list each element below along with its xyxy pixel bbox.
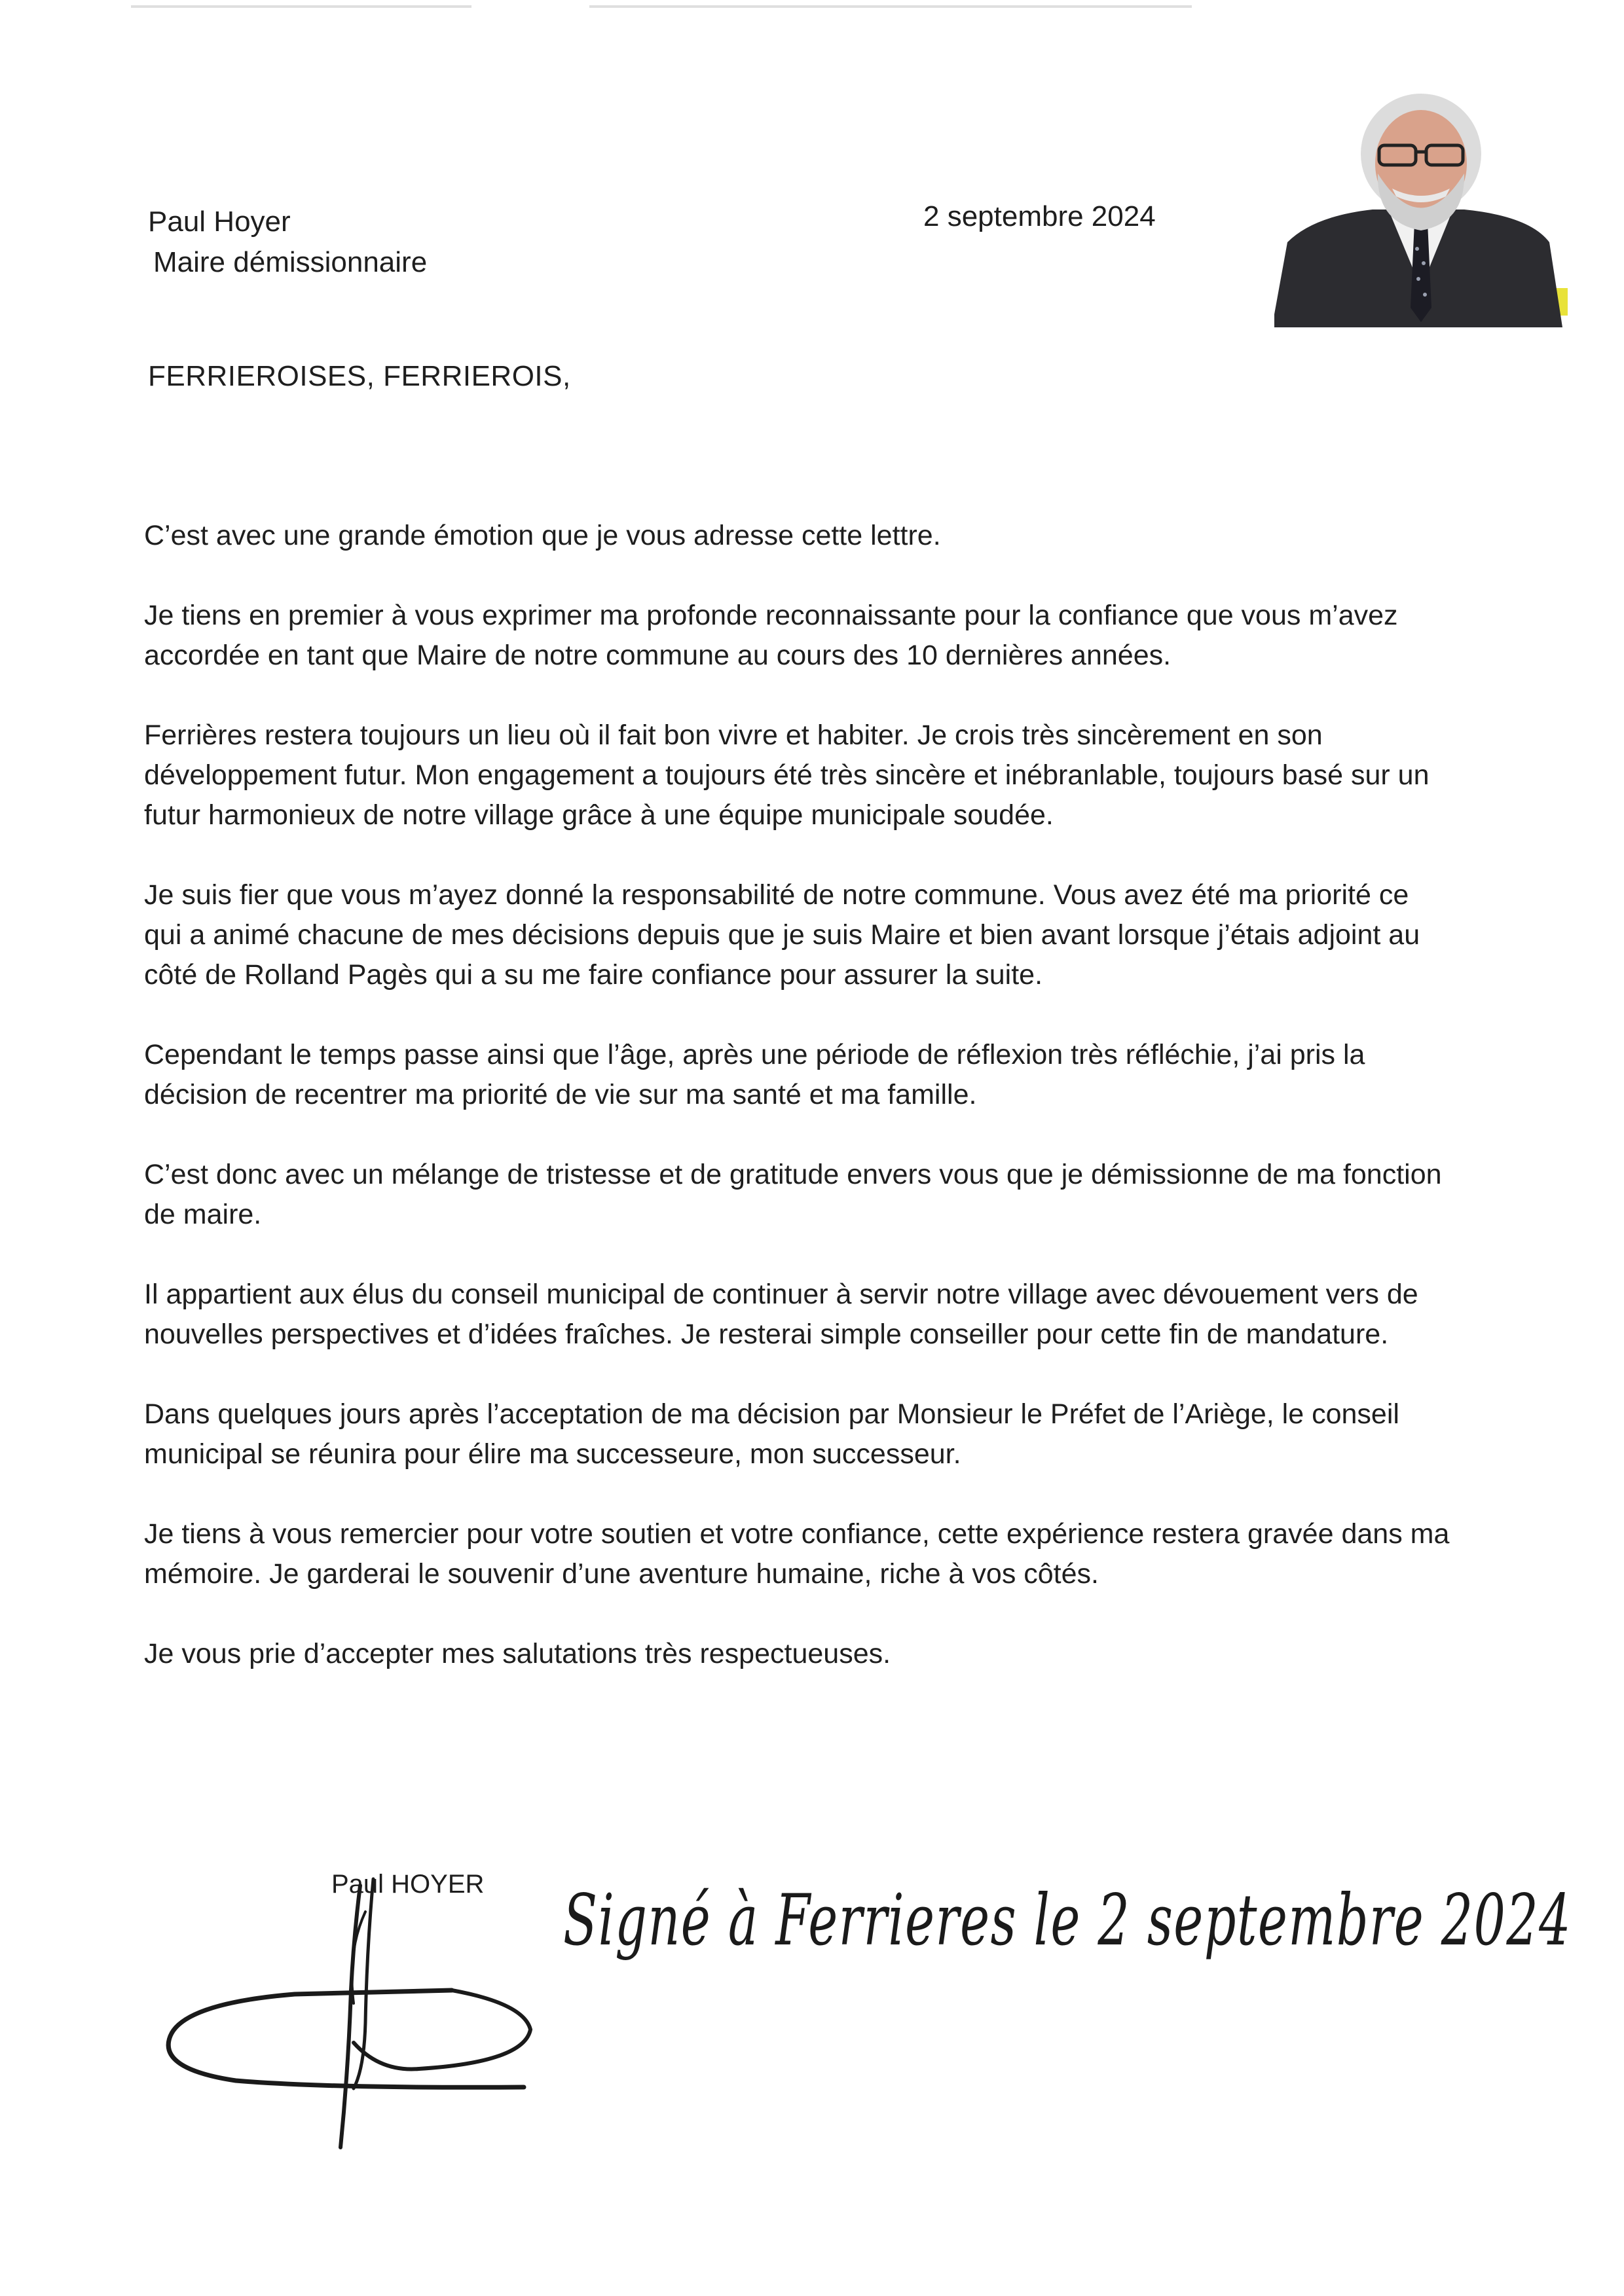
author-photo: [1274, 92, 1568, 327]
paragraph: Je tiens en premier à vous exprimer ma profonde reconnaissante pour la confiance que vous m’avez accordée en tant que Maire de notre commune au cours des 10 dernières années.: [144, 600, 1398, 671]
author-block: [148, 202, 427, 283]
letter-body: [144, 516, 1454, 1714]
paragraph: Il appartient aux élus du conseil municipal de continuer à servir notre village avec dévouement vers de nouvelles perspectives et d’idées fraîches. Je resterai simple conseiller pour cette fin de mandature.: [144, 1279, 1418, 1350]
letter-date: 2 septembre 2024: [923, 200, 1156, 232]
paragraph: C’est donc avec un mélange de tristesse et de gratitude envers vous que je démissionne de ma fonction de maire.: [144, 1159, 1442, 1230]
paragraph: Ferrières restera toujours un lieu où il fait bon vivre et habiter. Je crois très sincèrement en son développement futur. Mon engagement a toujours été très sincère et inébranlable, toujours basé sur un futur harmonieux de notre village grâce à une équipe municipale soudée.: [144, 720, 1430, 831]
paragraph: C’est avec une grande émotion que je vous adresse cette lettre.: [144, 520, 941, 551]
paragraph: Je suis fier que vous m’ayez donné la responsabilité de notre commune. Vous avez été ma priorité ce qui a animé chacune de mes décisions depuis que je suis Maire et bien avant lorsque j’étais adjoint au côté de Rolland Pagès qui a su me faire confiance pour assurer la suite.: [144, 879, 1420, 991]
paragraph: Dans quelques jours après l’acceptation de ma décision par Monsieur le Préfet de l’Ariège, le conseil municipal se réunira pour élire ma successeure, mon successeur.: [144, 1398, 1399, 1470]
author-role: Maire démissionnaire: [153, 246, 428, 278]
scan-artifact-line: [131, 5, 471, 8]
paragraph: Je vous prie d’accepter mes salutations très respectueuses.: [144, 1638, 891, 1669]
handwritten-signature: [157, 1872, 550, 2160]
author-name: Paul Hoyer: [148, 206, 291, 238]
typed-signature-name: Paul HOYER: [331, 1870, 485, 1899]
salutation: FERRIEROISES, FERRIEROIS,: [148, 360, 571, 392]
paragraph: Cependant le temps passe ainsi que l’âge, après une période de réflexion très réfléchie, j’ai pris la décision de recentrer ma priorité de vie sur ma santé et ma famille.: [144, 1039, 1365, 1110]
handwritten-signature-note: [557, 1866, 1591, 1997]
scan-artifact-line: [589, 5, 1192, 8]
paragraph: Je tiens à vous remercier pour votre soutien et votre confiance, cette expérience restera gravée dans ma mémoire. Je garderai le souvenir d’une aventure humaine, riche à vos côtés.: [144, 1518, 1450, 1590]
handwritten-note-text: Signé à Ferrieres le 2 septembre 2024: [563, 1880, 1572, 1961]
